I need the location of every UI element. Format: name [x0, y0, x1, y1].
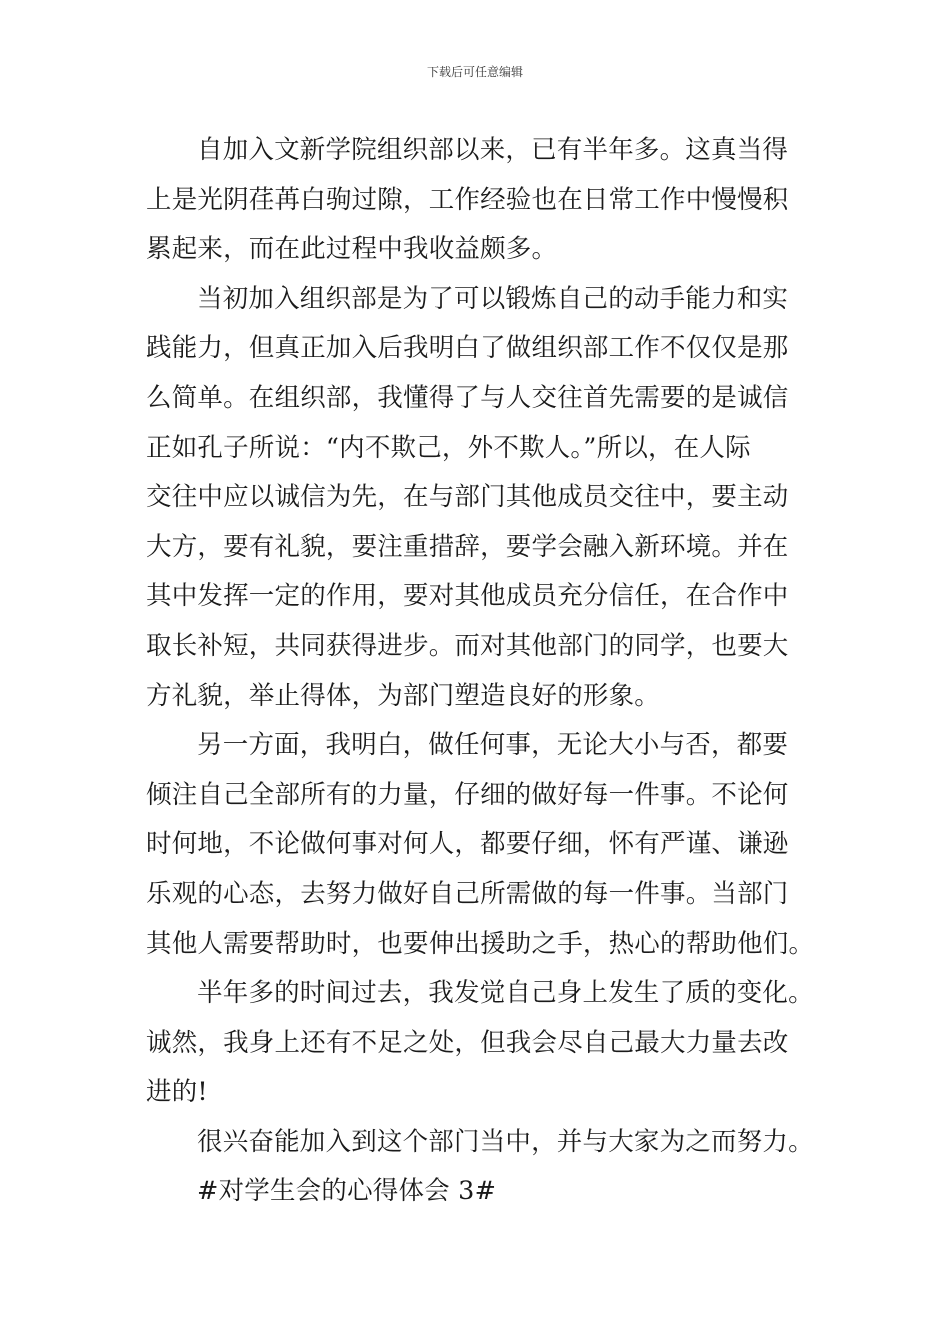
- text-line: 其他人需要帮助时，也要伸出援助之手，热心的帮助他们。: [146, 928, 815, 959]
- text-line: 当初加入组织部是为了可以锻炼自己的动手能力和实: [197, 283, 789, 314]
- text-line: 大方，要有礼貌，要注重措辞，要学会融入新环境。并在: [146, 531, 789, 562]
- text-line: 进的!: [146, 1077, 208, 1108]
- text-line: 方礼貌，举止得体，为部门塑造良好的形象。: [146, 680, 661, 711]
- text-line: 诚然，我身上还有不足之处，但我会尽自己最大力量去改: [146, 1027, 789, 1058]
- text-line: 很兴奋能加入到这个部门当中，并与大家为之而努力。: [197, 1126, 814, 1157]
- page-header-note: 下载后可任意编辑: [426, 65, 523, 79]
- paragraph: [146, 969, 812, 1118]
- text-line: 正如孔子所说：“内不欺己，外不欺人。”所以，在人际: [146, 432, 751, 463]
- text-line: #对学生会的心得体会 3#: [197, 1176, 497, 1207]
- section-heading: [146, 1167, 812, 1217]
- document-body: [146, 126, 815, 1217]
- paragraph: [146, 126, 812, 275]
- paragraph: [146, 275, 812, 721]
- text-line: 累起来，而在此过程中我收益颇多。: [146, 234, 558, 265]
- text-line: 半年多的时间过去，我发觉自己身上发生了质的变化。: [197, 978, 814, 1009]
- paragraph: [146, 1118, 812, 1168]
- text-line: 另一方面，我明白，做任何事，无论大小与否，都要: [197, 730, 789, 761]
- text-line: 倾注自己全部所有的力量，仔细的做好每一件事。不论何: [146, 779, 789, 810]
- paragraph: [146, 721, 815, 969]
- text-line: 上是光阴荏苒白驹过隙，工作经验也在日常工作中慢慢积: [146, 184, 789, 215]
- text-line: 时何地，不论做何事对何人，都要仔细，怀有严谨、谦逊: [146, 829, 789, 860]
- text-line: 乐观的心态，去努力做好自己所需做的每一件事。当部门: [146, 878, 789, 909]
- text-line: 践能力，但真正加入后我明白了做组织部工作不仅仅是那: [146, 333, 789, 364]
- text-line: 取长补短，共同获得进步。而对其他部门的同学，也要大: [146, 630, 789, 661]
- text-line: 交往中应以诚信为先，在与部门其他成员交往中，要主动: [146, 482, 789, 513]
- text-line: 么简单。在组织部，我懂得了与人交往首先需要的是诚信: [146, 382, 789, 413]
- text-line: 自加入文新学院组织部以来，已有半年多。这真当得: [197, 135, 789, 165]
- text-line: 其中发挥一定的作用，要对其他成员充分信任，在合作中: [146, 581, 789, 612]
